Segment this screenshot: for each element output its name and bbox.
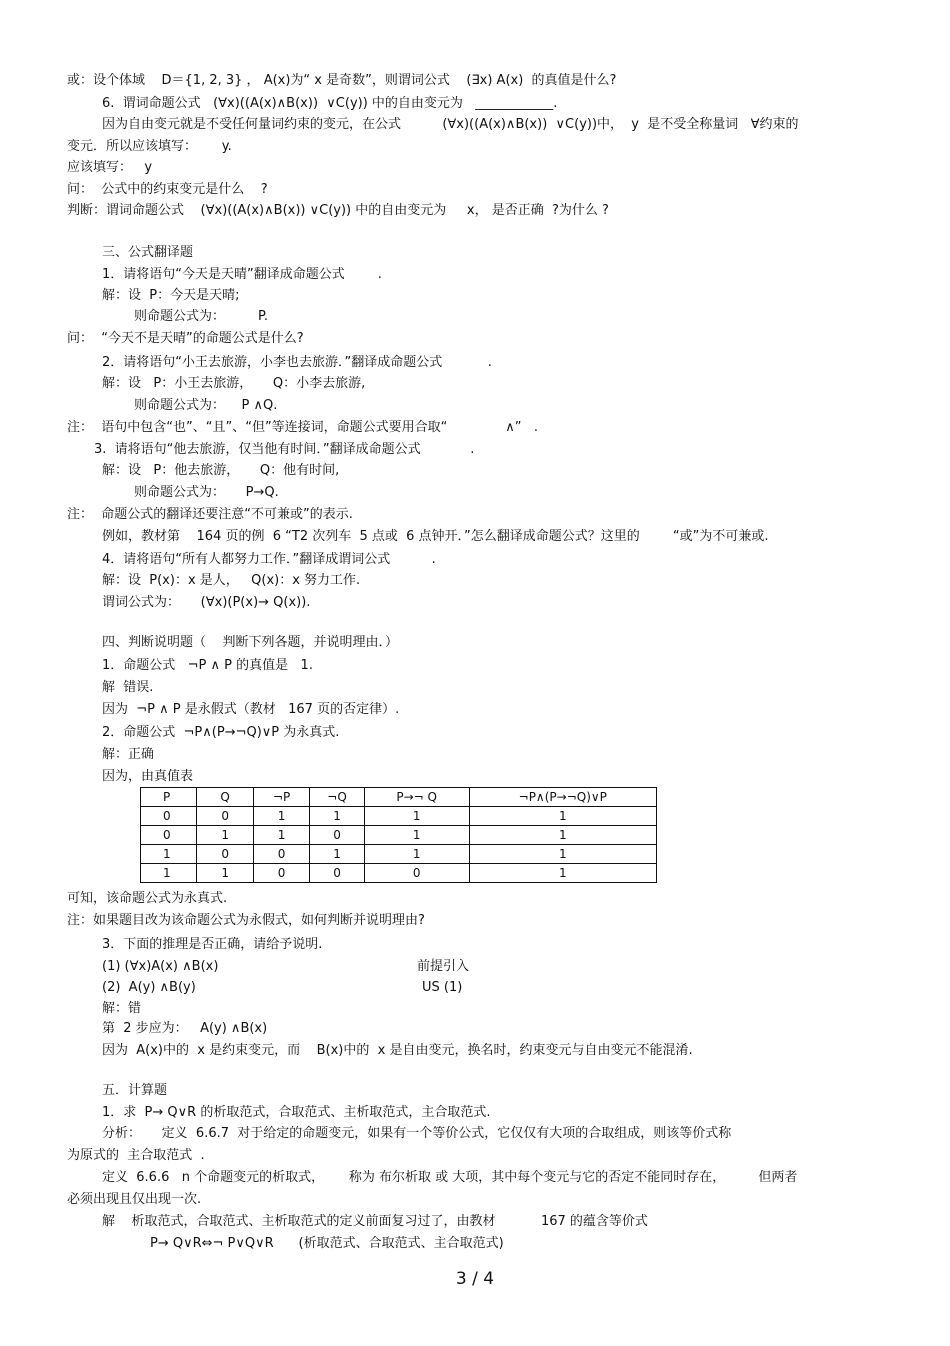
text-line: (2) A(y) ∧B(y) xyxy=(102,980,196,995)
table-cell: 1 xyxy=(197,826,253,845)
text-line: 因为自由变元就是不受任何量词约束的变元，在公式 (∀x)((A(x)∧B(x)) ∨C(y))中， y 是不受全称量词 ∀约束的 xyxy=(102,117,799,132)
text-line: 解：正确 xyxy=(102,747,155,762)
table-header-row xyxy=(141,788,657,807)
table-row xyxy=(141,864,657,883)
text-line: 变元．所以应该填写： y. xyxy=(67,139,232,154)
table-row xyxy=(141,807,657,826)
text-line: 应该填写： y xyxy=(67,160,153,175)
text-line: 必须出现且仅出现一次. xyxy=(67,1192,202,1207)
table-cell: 1 xyxy=(364,807,469,826)
text-line: 解：错 xyxy=(102,1001,142,1016)
section-heading: 三、公式翻译题 xyxy=(102,245,194,260)
text-line: 问： “今天不是天晴”的命题公式是什么? xyxy=(67,331,304,346)
table-cell: 0 xyxy=(141,807,197,826)
table-cell: 0 xyxy=(253,864,309,883)
text-line: 为原式的 主合取范式 . xyxy=(67,1148,205,1163)
table-header: ¬P∧(P→¬Q)∨P xyxy=(469,788,656,807)
text-line: 因为 ¬P ∧ P 是永假式（教材 167 页的否定律）. xyxy=(102,702,400,717)
text-line: 则命题公式为： P. xyxy=(134,309,269,324)
table-cell: 1 xyxy=(469,864,656,883)
text-line: 解 错误. xyxy=(102,680,154,695)
text-line: 解：设 P：今天是天晴; xyxy=(102,288,240,303)
text-line: 注：如果题目改为该命题公式为永假式，如何判断并说明理由? xyxy=(67,913,425,928)
text-line: 谓词公式为： (∀x)(P(x)→ Q(x)). xyxy=(102,595,311,610)
text-line: 1．请将语句“今天是天晴”翻译成命题公式 . xyxy=(102,267,382,282)
table-cell: 0 xyxy=(253,845,309,864)
table-cell: 0 xyxy=(310,826,364,845)
table-cell: 1 xyxy=(310,845,364,864)
text-line: 因为 A(x)中的 x 是约束变元，而 B(x)中的 x 是自由变元，换名时，约束变元与自由变元不能混淆. xyxy=(102,1043,693,1058)
table-cell: 1 xyxy=(253,826,309,845)
truth-table xyxy=(140,787,657,883)
table-cell: 1 xyxy=(469,845,656,864)
table-cell: 1 xyxy=(364,845,469,864)
text-line: 可知，该命题公式为永真式. xyxy=(67,891,228,906)
text-line: 前提引入 xyxy=(417,959,470,974)
section-heading: 四、判断说明题（ 判断下列各题，并说明理由．） xyxy=(102,635,399,650)
text-line: 1．命题公式 ¬P ∧ P 的真值是 1. xyxy=(102,658,313,673)
text-line: 2．请将语句“小王去旅游，小李也去旅游．”翻译成命题公式 . xyxy=(102,355,492,370)
text-line: US (1) xyxy=(422,980,463,995)
table-cell: 0 xyxy=(197,845,253,864)
text-line: 解：设 P(x)：x 是人， Q(x)：x 努力工作. xyxy=(102,573,361,588)
text-line: 因为，由真值表 xyxy=(102,769,194,784)
table-cell: 0 xyxy=(197,807,253,826)
table-header: P→¬ Q xyxy=(364,788,469,807)
table-cell: 1 xyxy=(253,807,309,826)
text-line: 则命题公式为： P→Q. xyxy=(134,485,279,500)
text-line: 判断：谓词命题公式 (∀x)((A(x)∧B(x)) ∨C(y)) 中的自由变元为 x， 是否正确 ?为什么 ? xyxy=(67,203,609,218)
text-line: P→ Q∨R⇔¬ P∨Q∨R (析取范式、合取范式、主合取范式) xyxy=(150,1236,504,1251)
text-line: 解 析取范式，合取范式、主析取范式的定义前面复习过了，由教材 167 的蕴含等价式 xyxy=(102,1214,648,1229)
text-line: 4．请将语句“所有人都努力工作．”翻译成谓词公式 . xyxy=(102,552,436,567)
table-header: Q xyxy=(197,788,253,807)
table-header: ¬Q xyxy=(310,788,364,807)
text-line: 解：设 P：他去旅游， Q：他有时间, xyxy=(102,463,340,478)
table-header: P xyxy=(141,788,197,807)
table-cell: 0 xyxy=(364,864,469,883)
page-number: 3 / 4 xyxy=(455,1269,495,1289)
text-line: 1．求 P→ Q∨R 的析取范式，合取范式、主析取范式，主合取范式. xyxy=(102,1105,491,1120)
section-heading: 五．计算题 xyxy=(102,1083,168,1098)
text-line: 例如，教材第 164 页的例 6 “T2 次列车 5 点或 6 点钟开．”怎么翻译成命题公式？这里的 “或”为不可兼或. xyxy=(102,529,769,544)
text-line: 6. 谓词命题公式 (∀x)((A(x)∧B(x)) ∨C(y)) 中的自由变元为 ____________. xyxy=(102,96,558,111)
table-cell: 0 xyxy=(141,826,197,845)
table-cell: 1 xyxy=(141,864,197,883)
text-line: 解：设 P：小王去旅游， Q：小李去旅游, xyxy=(102,376,366,391)
text-line: 或：设个体域 D＝{1, 2, 3} ， A(x)为“ x 是奇数”，则谓词公式 (∃x) A(x) 的真值是什么? xyxy=(67,73,617,88)
text-line: 注： 语句中包含“也”、“且”、“但”等连接词，命题公式要用合取“ ∧” . xyxy=(67,420,539,435)
table-cell: 1 xyxy=(310,807,364,826)
text-line: (1) (∀x)A(x) ∧B(x) xyxy=(102,959,219,974)
table-cell: 1 xyxy=(469,807,656,826)
table-row xyxy=(141,845,657,864)
table-cell: 0 xyxy=(310,864,364,883)
table-cell: 1 xyxy=(469,826,656,845)
text-line: 则命题公式为： P ∧Q. xyxy=(134,398,278,413)
text-line: 3. 请将语句“他去旅游，仅当他有时间．”翻译成命题公式 . xyxy=(94,442,475,457)
text-line: 分析： 定义 6.6.7 对于给定的命题变元，如果有一个等价公式，它仅仅有大项的合取组成，则该等价式称 xyxy=(102,1126,732,1141)
table-cell: 1 xyxy=(364,826,469,845)
table-cell: 1 xyxy=(197,864,253,883)
table-row xyxy=(141,826,657,845)
text-line: 定义 6.6.6 n 个命题变元的析取式， 称为 布尔析取 或 大项，其中每个变元与它的否定不能同时存在， 但两者 xyxy=(102,1170,798,1185)
text-line: 第 2 步应为： A(y) ∧B(x) xyxy=(102,1021,268,1036)
text-line: 问： 公式中的约束变元是什么 ? xyxy=(67,182,268,197)
text-line: 注： 命题公式的翻译还要注意“不可兼或”的表示. xyxy=(67,507,353,522)
table-cell: 1 xyxy=(141,845,197,864)
text-line: 2．命题公式 ¬P∧(P→¬Q)∨P 为永真式. xyxy=(102,725,340,740)
table-header: ¬P xyxy=(253,788,309,807)
text-line: 3．下面的推理是否正确，请给予说明. xyxy=(102,937,323,952)
